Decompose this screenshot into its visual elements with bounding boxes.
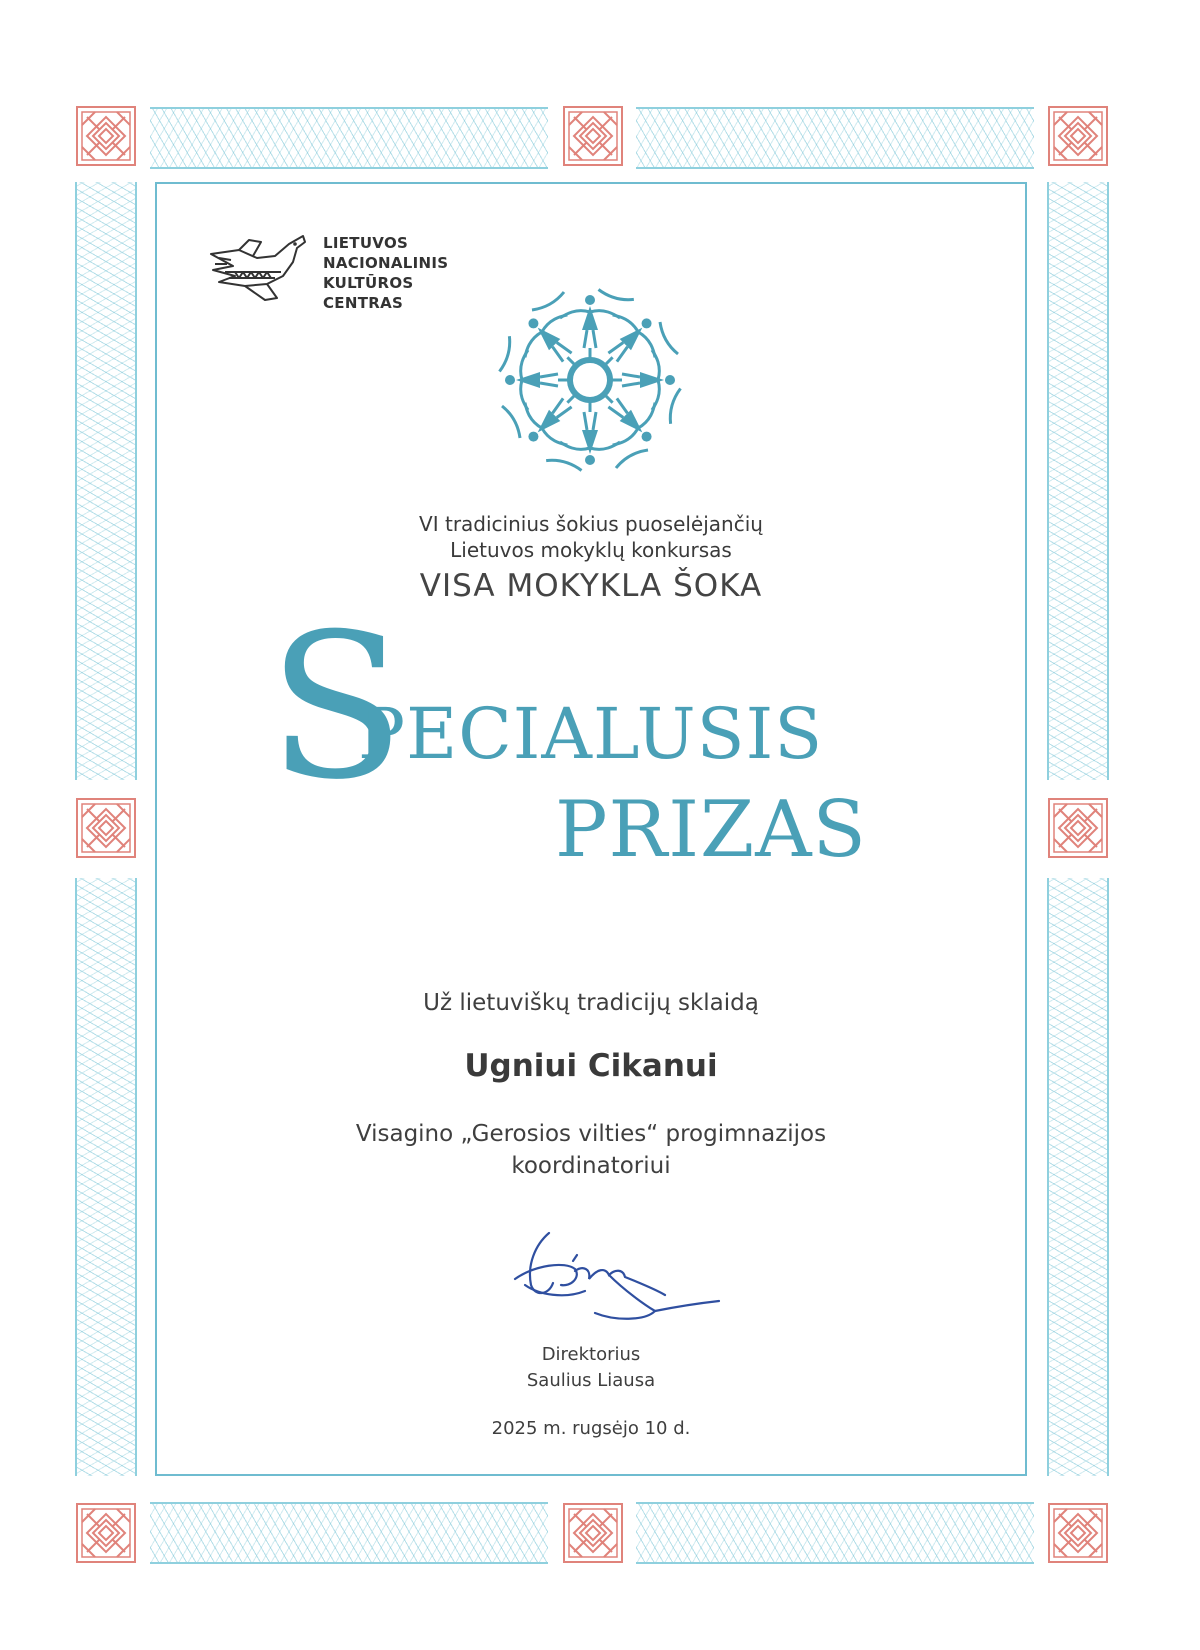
award-title-initial: S (268, 591, 406, 824)
folk-knot-icon (75, 105, 137, 167)
folk-knot-icon (75, 1502, 137, 1564)
award-title-line-2: PRIZAS (555, 785, 867, 875)
organization-name-line: CENTRAS (323, 294, 404, 312)
dancers-circle-emblem-icon (490, 280, 690, 480)
left-band-top (75, 182, 137, 780)
recipient-name: Ugniui Cikanui (464, 1048, 718, 1084)
organization-name-line: KULTŪROS (323, 274, 414, 292)
signatory-name: Saulius Liausa (526, 1370, 656, 1391)
signatory-role: Direktorius (541, 1344, 641, 1365)
folk-knot-icon (75, 797, 137, 859)
competition-name: VISA MOKYKLA ŠOKA (419, 568, 763, 604)
top-band-left (150, 107, 548, 169)
signature-icon (505, 1225, 725, 1335)
folk-knot-icon (1047, 1502, 1109, 1564)
folk-knot-icon (562, 105, 624, 167)
institution-line-2: koordinatoriui (511, 1153, 671, 1179)
institution-line-1: Visagino „Gerosios vilties“ progimnazijos (355, 1121, 827, 1147)
top-band-right (636, 107, 1034, 169)
award-title-line-1 (268, 591, 908, 824)
competition-line-2: Lietuvos mokyklų konkursas (450, 538, 732, 562)
folk-knot-icon (1047, 797, 1109, 859)
folk-knot-icon (1047, 105, 1109, 167)
right-band-top (1047, 182, 1109, 780)
bottom-band-right (636, 1502, 1034, 1564)
bird-logo-icon (205, 232, 317, 308)
right-band-bottom (1047, 878, 1109, 1476)
award-reason: Už lietuviškų tradicijų sklaidą (423, 990, 759, 1016)
folk-knot-icon (562, 1502, 624, 1564)
award-title-rest: PECIALUSIS (358, 693, 824, 775)
competition-line-1: VI tradicinius šokius puoselėjančių (419, 512, 763, 536)
issue-date: 2025 m. rugsėjo 10 d. (491, 1418, 691, 1439)
bottom-band-left (150, 1502, 548, 1564)
left-band-bottom (75, 878, 137, 1476)
organization-name-line: NACIONALINIS (323, 254, 449, 272)
organization-name-line: LIETUVOS (323, 234, 409, 252)
organization-name (323, 233, 448, 313)
